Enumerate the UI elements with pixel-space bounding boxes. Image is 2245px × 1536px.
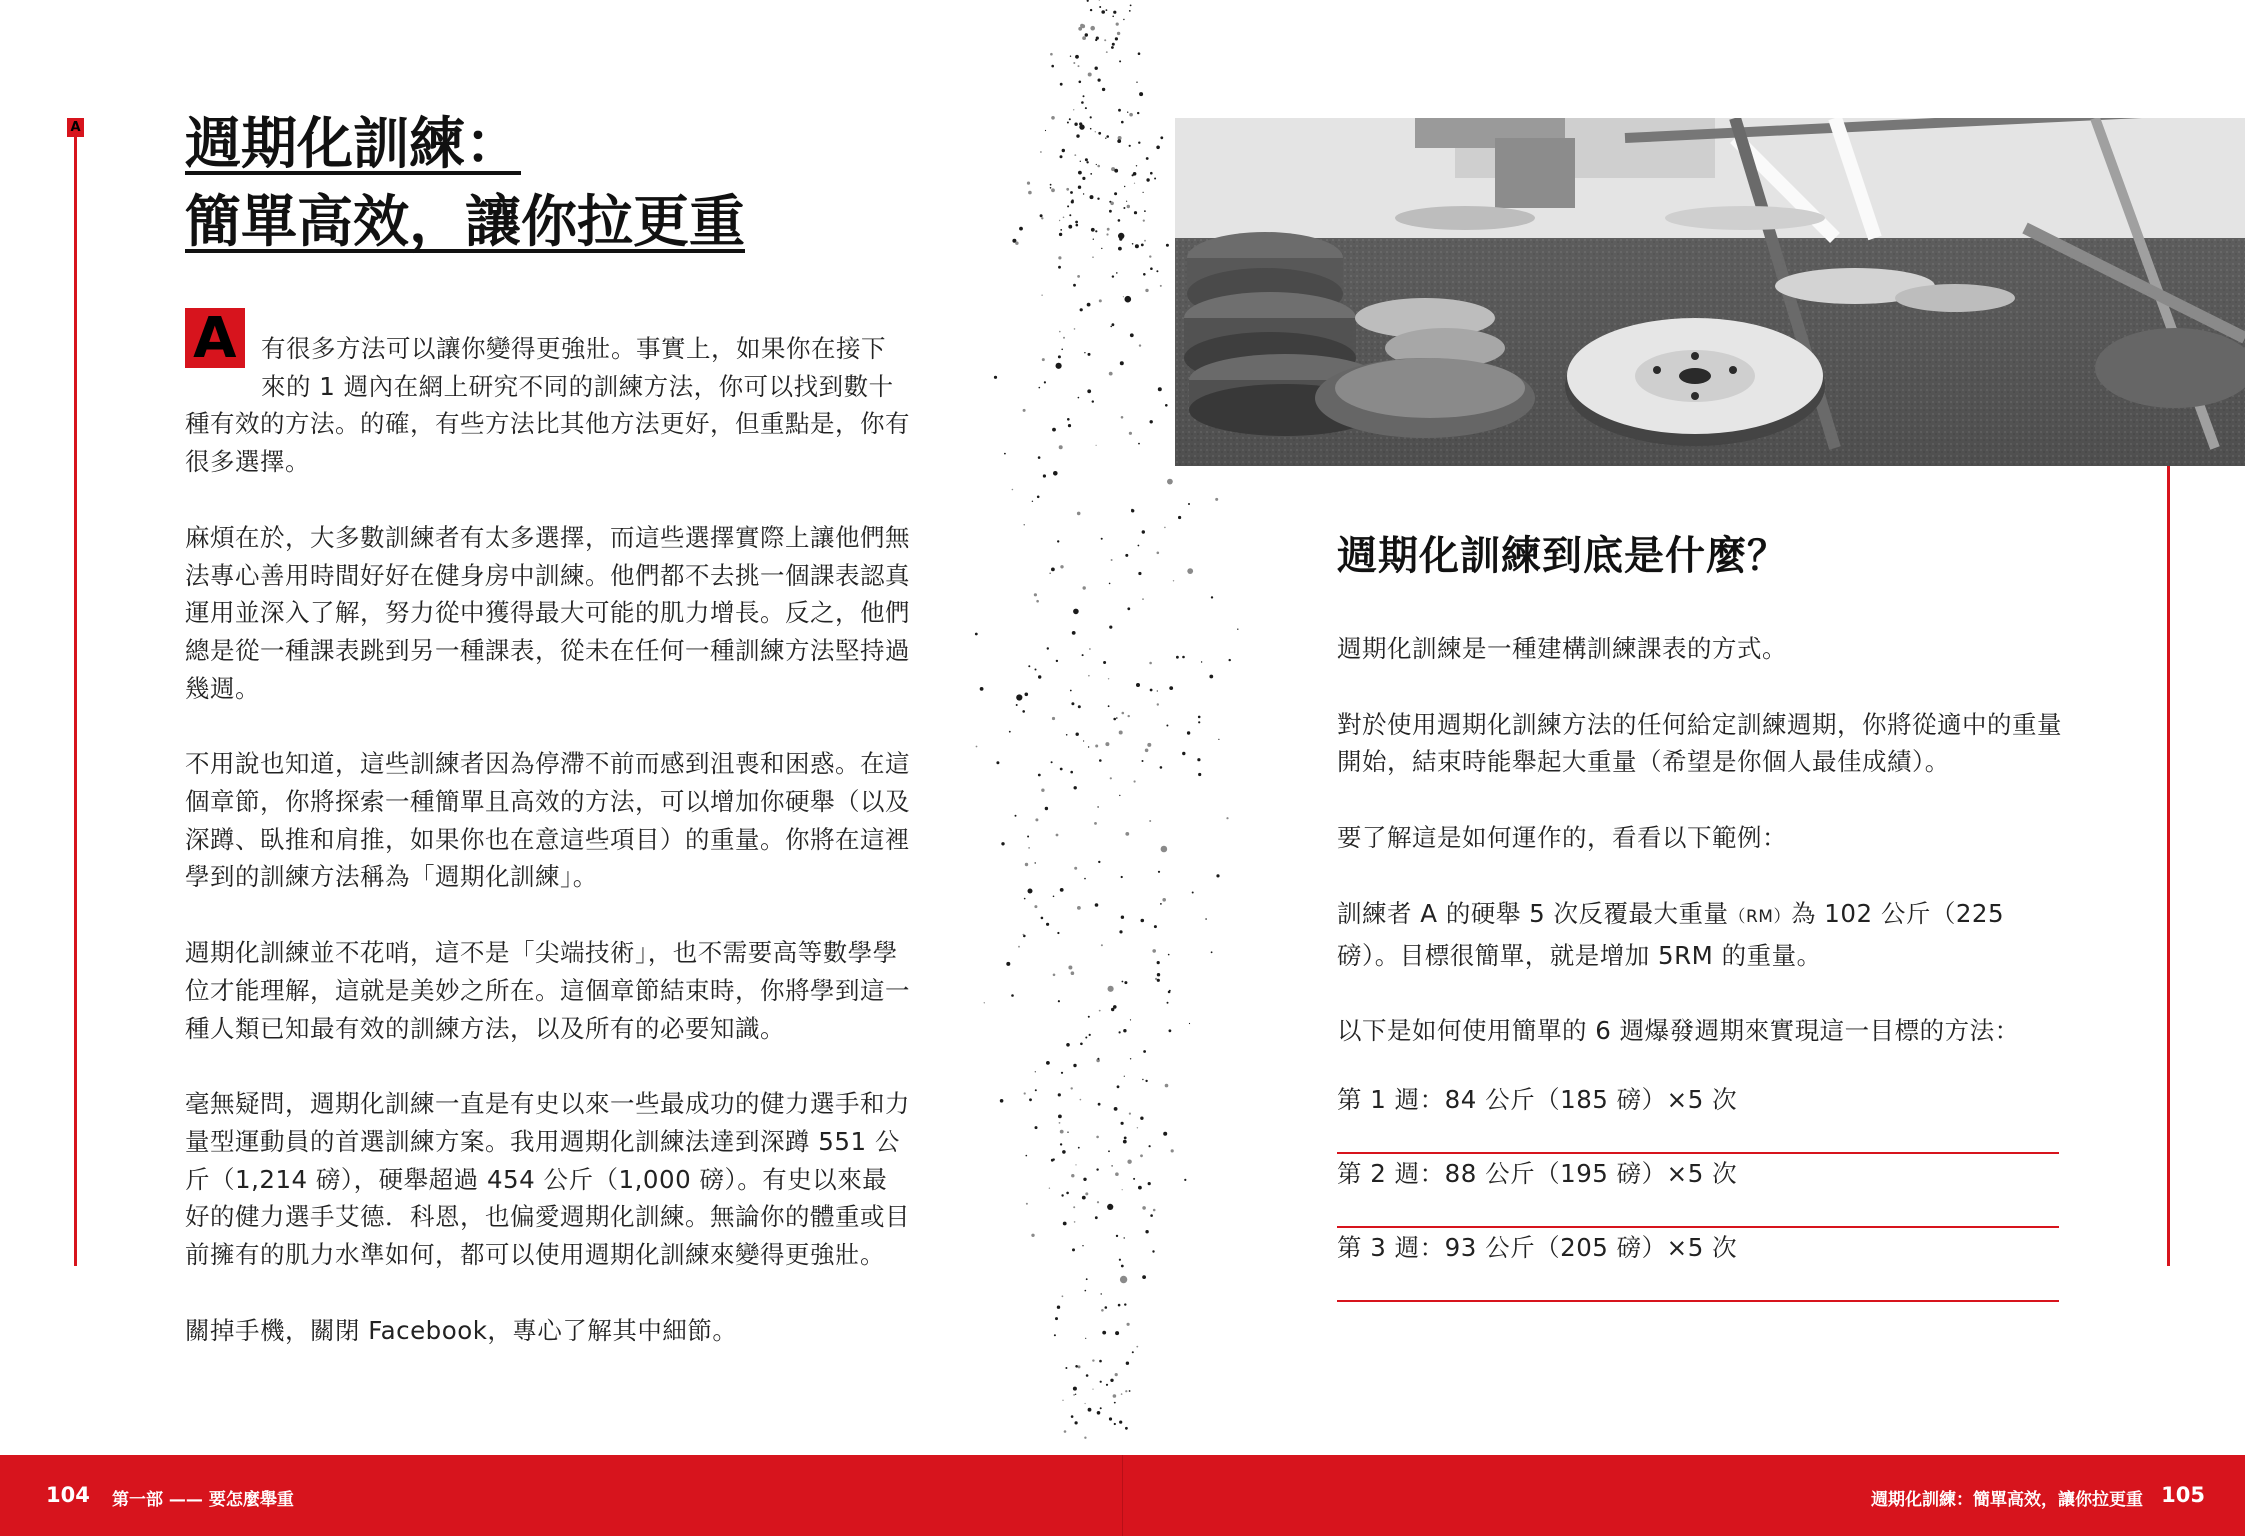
chapter-title [185, 106, 745, 262]
paragraph-text: 為 102 公斤（225 磅）。目標很簡單，就是增加 5RM 的重量。 [1337, 898, 2005, 970]
paragraph-text: 有很多方法可以讓你變得更強壯。事實上，如果你在接下來的 1 週內在網上研究不同的訓練方法，你可以找到數十種有效的方法。的確，有些方法比其他方法更好，但重點是，你有很多選擇。 [185, 334, 910, 477]
right-running-head: 週期化訓練：簡單高效，讓你拉更重 [1871, 1490, 2143, 1510]
paragraph [185, 306, 910, 481]
week-row: 第 3 週：93 公斤（205 磅）×5 次 [1337, 1228, 2059, 1302]
right-page-number: 105 [2161, 1483, 2205, 1507]
week-row: 第 1 週：84 公斤（185 磅）×5 次 [1337, 1080, 2059, 1154]
paragraph [1337, 895, 2062, 974]
gym-weight-plates-photo [1175, 118, 2245, 466]
drop-cap: A [185, 308, 245, 368]
paragraph: 麻煩在於，大多數訓練者有太多選擇，而這些選擇實際上讓他們無法專心善用時間好好在健身房中訓練。他們都不去挑一個課表認真運用並深入了解，努力從中獲得最大可能的肌力增長。反之，他們總是從一種課表跳到另一種課表，從未在任何一種訓練方法堅持過幾週。 [185, 522, 910, 703]
paragraph-text: 訓練者 A 的硬舉 5 次反覆最大重量 [1337, 898, 1729, 928]
section-marker: A [67, 118, 84, 137]
left-page-number: 104 [46, 1483, 90, 1507]
paragraph: 對於使用週期化訓練方法的任何給定訓練週期，你將從適中的重量開始，結束時能舉起大重量（希望是你個人最佳成績）。 [1337, 709, 2062, 777]
paragraph: 不用說也知道，這些訓練者因為停滯不前而感到沮喪和困惑。在這個章節，你將探索一種簡單且高效的方法，可以增加你硬舉（以及深蹲、臥推和肩推，如果你也在意這些項目）的重量。你將在這裡學到的訓練方法稱為「週期化訓練」。 [185, 749, 910, 892]
left-margin-rule [74, 128, 77, 1266]
paragraph: 毫無疑問，週期化訓練一直是有史以來一些最成功的健力選手和力量型運動員的首選訓練方案。我用週期化訓練法達到深蹲 551 公斤（1,214 磅），硬舉超過 454 公斤（1,000 磅）。有史以來最好的健力選手艾德．科恩，也偏愛週期化訓練。無論你的體重或目前擁有的肌力水準如何，都可以使用週期化訓練來變得更強壯。 [185, 1089, 910, 1270]
right-body-text [1337, 630, 2062, 1088]
paragraph: 週期化訓練是一種建構訓練課表的方式。 [1337, 634, 1787, 663]
week-row: 第 2 週：88 公斤（195 磅）×5 次 [1337, 1154, 2059, 1228]
week-schedule-list [1337, 1080, 2059, 1302]
rm-abbreviation: （RM） [1728, 906, 1791, 927]
right-margin-rule [2167, 466, 2170, 1266]
left-running-head: 第一部 —— 要怎麼舉重 [112, 1490, 294, 1510]
footer-band [0, 1455, 2245, 1536]
paragraph: 週期化訓練並不花哨，這不是「尖端技術」，也不需要高等數學學位才能理解，這就是美妙之所在。這個章節結束時，你將學到這一種人類已知最有效的訓練方法，以及所有的必要知識。 [185, 938, 910, 1043]
paragraph: 關掉手機，關閉 Facebook，專心了解其中細節。 [185, 1315, 738, 1345]
paragraph: 要了解這是如何運作的，看看以下範例： [1337, 823, 1787, 853]
chapter-title-line-1: 週期化訓練： [185, 112, 521, 177]
chapter-title-line-2: 簡單高效，讓你拉更重 [185, 190, 745, 255]
gym-photo-illustration [1175, 118, 2245, 466]
left-body-text [185, 306, 910, 1387]
gutter-divider [1122, 1455, 1123, 1536]
section-heading: 週期化訓練到底是什麼？ [1337, 533, 1788, 579]
paragraph: 以下是如何使用簡單的 6 週爆發週期來實現這一目標的方法： [1337, 1016, 2020, 1046]
